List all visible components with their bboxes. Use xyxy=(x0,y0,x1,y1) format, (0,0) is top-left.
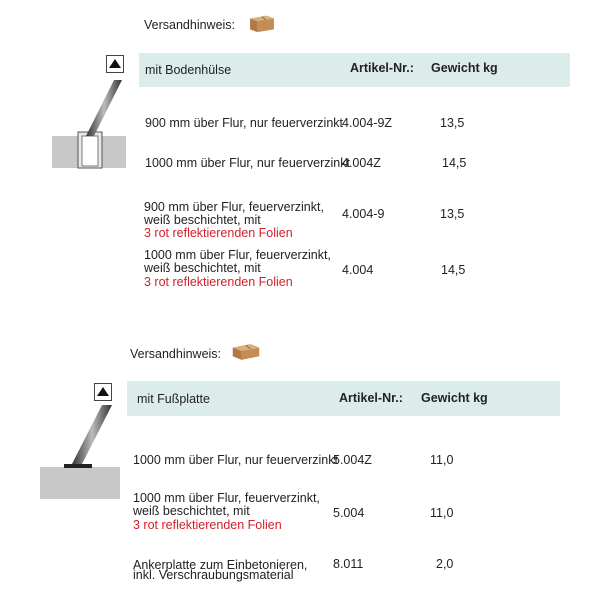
row-description-highlight: 3 rot reflektierenden Folien xyxy=(133,518,282,532)
weight-header: Gewicht kg xyxy=(431,61,498,75)
row-weight: 14,5 xyxy=(441,263,466,277)
article-number-header: Artikel-Nr.: xyxy=(339,391,403,405)
row-weight: 13,5 xyxy=(440,116,465,130)
row-description-line2: weiß beschichtet, mit xyxy=(144,261,261,275)
row-weight: 14,5 xyxy=(442,156,467,170)
row-article-number: 5.004 xyxy=(333,506,365,520)
row-article-number: 8.011 xyxy=(333,557,364,571)
row-description-line2: inkl. Verschraubungsmaterial xyxy=(133,568,294,582)
cardboard-box-icon xyxy=(231,340,261,362)
product-title: mit Bodenhülse xyxy=(145,63,232,77)
shipping-note-label: Versandhinweis: xyxy=(130,347,222,361)
bollard-base-plate-icon xyxy=(40,405,120,501)
row-weight: 11,0 xyxy=(430,506,454,520)
row-description-highlight: 3 rot reflektierenden Folien xyxy=(144,226,293,240)
article-number-header: Artikel-Nr.: xyxy=(350,61,414,75)
row-article-number: 4.004Z xyxy=(342,156,381,170)
row-description-line2: weiß beschichtet, mit xyxy=(144,213,261,227)
row-article-number: 5.004Z xyxy=(333,453,372,467)
product-header-ground-sleeve xyxy=(139,53,570,87)
row-article-number: 4.004-9Z xyxy=(342,116,393,130)
bollard-ground-sleeve-icon xyxy=(52,80,126,172)
row-weight: 13,5 xyxy=(440,207,465,221)
row-description: 1000 mm über Flur, nur feuerverzinkt xyxy=(133,453,338,467)
row-description-line1: Ankerplatte zum Einbetonieren, xyxy=(133,558,308,572)
collapse-toggle-button[interactable] xyxy=(106,55,124,73)
row-description: 1000 mm über Flur, nur feuerverzinkt xyxy=(145,156,350,170)
row-article-number: 4.004 xyxy=(342,263,374,277)
cardboard-box-icon xyxy=(247,12,277,34)
row-description-line2: weiß beschichtet, mit xyxy=(133,504,250,518)
product-title: mit Fußplatte xyxy=(137,392,210,406)
row-description-highlight: 3 rot reflektierenden Folien xyxy=(144,275,293,289)
row-weight: 2,0 xyxy=(436,557,454,571)
row-weight: 11,0 xyxy=(430,453,454,467)
row-description: 900 mm über Flur, nur feuerverzinkt xyxy=(145,116,343,130)
product-header-base-plate xyxy=(127,381,560,416)
row-description-line1: 900 mm über Flur, feuerverzinkt, xyxy=(144,200,324,214)
shipping-note-label: Versandhinweis: xyxy=(144,18,236,32)
collapse-toggle-button[interactable] xyxy=(94,383,112,401)
row-description-line1: 1000 mm über Flur, feuerverzinkt, xyxy=(144,248,331,262)
weight-header: Gewicht kg xyxy=(421,391,488,405)
row-description-line1: 1000 mm über Flur, feuerverzinkt, xyxy=(133,491,320,505)
row-article-number: 4.004-9 xyxy=(342,207,385,221)
